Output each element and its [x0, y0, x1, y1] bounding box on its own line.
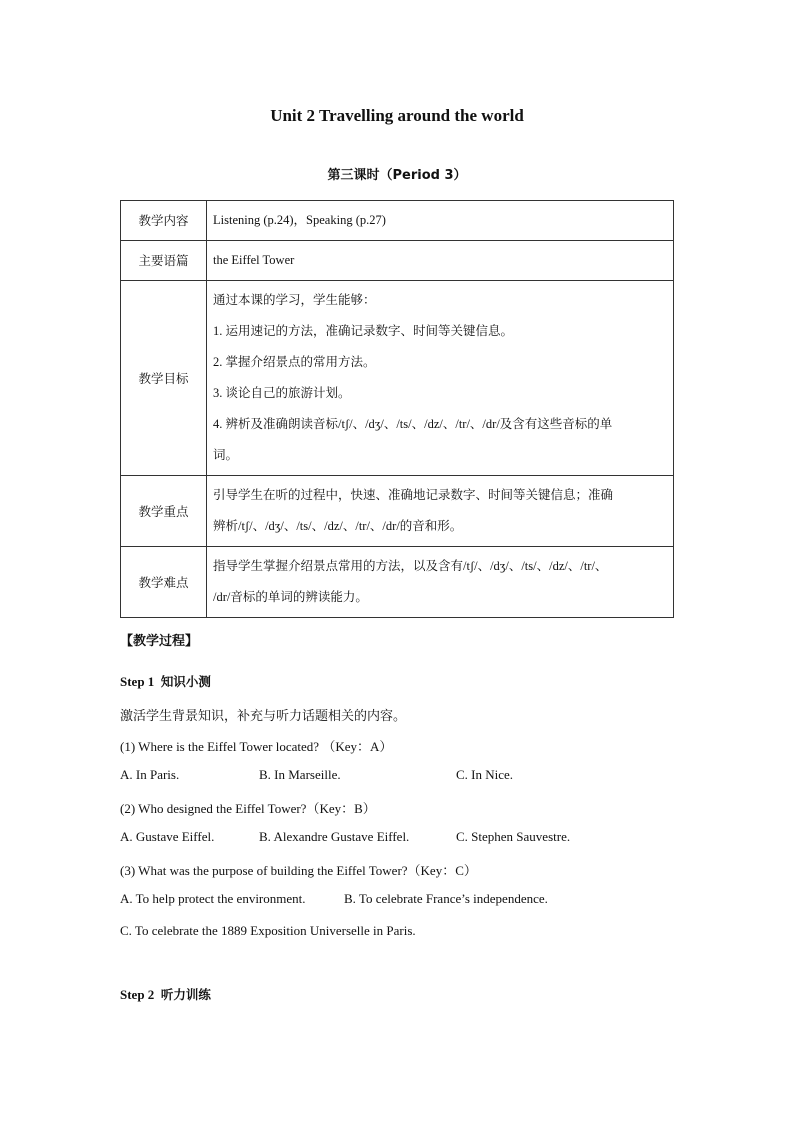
- key-point-line: 引导学生在听的过程中，快速、准确地记录数字、时间等关键信息；准确: [213, 488, 614, 502]
- row-label: 教学难点: [121, 547, 207, 618]
- objectives-cell: [207, 281, 674, 476]
- q2-option-b: B. Alexandre Gustave Eiffel.: [259, 829, 410, 844]
- table-row: [121, 547, 674, 618]
- q3-option-c: C. To celebrate the 1889 Exposition Universelle in Paris.: [120, 923, 416, 938]
- question-3: (3) What was the purpose of building the Eiffel Tower?（Key：C）: [120, 863, 477, 878]
- process-heading: 【教学过程】: [120, 634, 199, 649]
- row-content: Listening (p.24)，Speaking (p.27): [207, 201, 674, 241]
- row-label: 教学内容: [121, 201, 207, 241]
- difficulties-cell: [207, 547, 674, 618]
- table-row: [121, 281, 674, 476]
- row-label: 教学重点: [121, 476, 207, 547]
- objective-line: 2. 掌握介绍景点的常用方法。: [213, 355, 376, 369]
- row-label: 教学目标: [121, 281, 207, 476]
- difficulty-line: /dr/音标的单词的辨读能力。: [213, 590, 368, 604]
- q2-option-a: A. Gustave Eiffel.: [120, 829, 215, 844]
- q1-option-a: A. In Paris.: [120, 767, 180, 782]
- q1-option-c: C. In Nice.: [456, 767, 514, 782]
- table-row: [121, 241, 674, 281]
- step1-number: Step 1: [120, 674, 155, 689]
- objective-line: 3. 谈论自己的旅游计划。: [213, 386, 351, 400]
- question-1: (1) Where is the Eiffel Tower located? （Key：A）: [120, 739, 393, 754]
- key-point-line: 辨析/tʃ/、/dʒ/、/ts/、/dz/、/tr/、/dr/的音和形。: [213, 519, 463, 533]
- period-subtitle: 第三课时（Period 3）: [327, 168, 467, 183]
- question-2: (2) Who designed the Eiffel Tower?（Key：B）: [120, 801, 376, 816]
- objective-line: 4. 辨析及准确朗读音标/tʃ/、/dʒ/、/ts/、/dz/、/tr/、/dr/及含有这些音标的单: [213, 417, 613, 431]
- row-content: the Eiffel Tower: [207, 241, 674, 281]
- step2-title: 听力训练: [160, 987, 211, 1002]
- step2-number: Step 2: [120, 987, 155, 1002]
- table-row: [121, 476, 674, 547]
- document-title: Unit 2 Travelling around the world: [270, 106, 524, 125]
- lesson-plan-table: [120, 200, 674, 618]
- step1-title: 知识小测: [160, 674, 211, 689]
- q3-option-a: A. To help protect the environment.: [120, 891, 306, 906]
- q3-option-b: B. To celebrate France’s independence.: [344, 891, 548, 906]
- q2-option-c: C. Stephen Sauvestre.: [456, 829, 571, 844]
- objective-line: 1. 运用速记的方法，准确记录数字、时间等关键信息。: [213, 324, 514, 338]
- step1-intro: 激活学生背景知识，补充与听力话题相关的内容。: [120, 708, 407, 723]
- difficulty-line: 指导学生掌握介绍景点常用的方法，以及含有/tʃ/、/dʒ/、/ts/、/dz/、/tr/、: [213, 559, 608, 573]
- step2-heading: [120, 985, 211, 1003]
- q1-option-b: B. In Marseille.: [259, 767, 341, 782]
- table-row: [121, 201, 674, 241]
- row-label: 主要语篇: [121, 241, 207, 281]
- objective-line: 词。: [213, 448, 239, 462]
- key-points-cell: [207, 476, 674, 547]
- step1-heading: [120, 672, 211, 690]
- objective-line: 通过本课的学习，学生能够：: [213, 293, 376, 307]
